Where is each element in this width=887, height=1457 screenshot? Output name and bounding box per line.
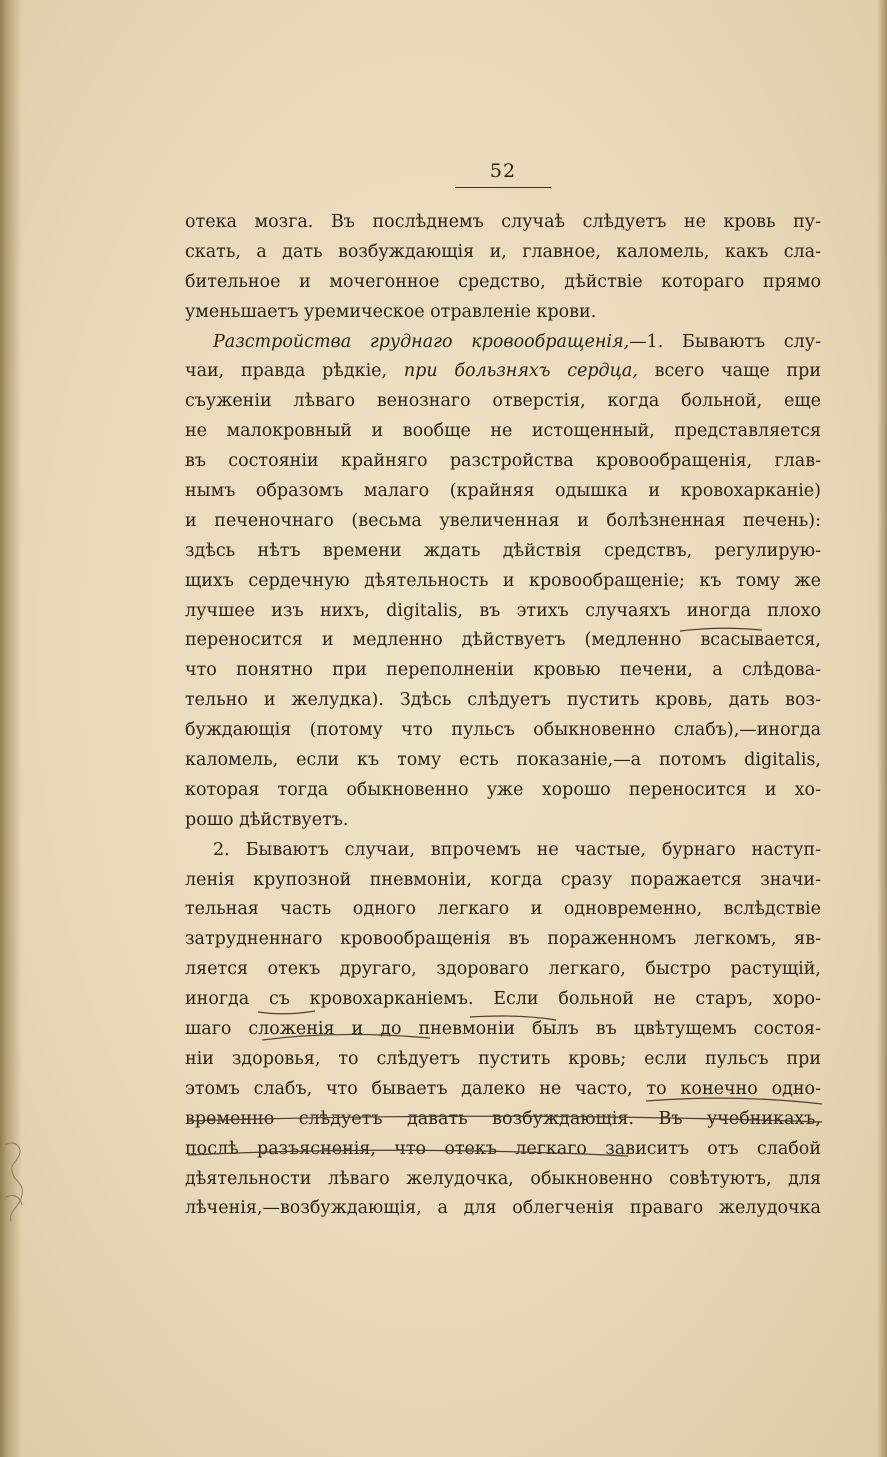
line-text: этомъ слабъ, что бываетъ далеко не часто, то конечно одно- [185, 1078, 821, 1099]
page-number-rule [455, 187, 551, 188]
text-line [185, 985, 821, 1015]
line-text: ляется отекъ другаго, здороваго легкаго, быстро растущій, [185, 959, 821, 980]
binding-shadow [0, 0, 22, 1457]
text-line [185, 507, 821, 537]
line-text: которая тогда обыкновенно уже хорошо переносится и хо- [185, 779, 821, 800]
text-line [185, 1135, 821, 1165]
text-line [185, 1194, 821, 1224]
text-line [185, 1045, 821, 1075]
text-line [185, 776, 821, 806]
text-line [185, 567, 821, 597]
line-text: въ состояніи крайняго разстройства кровообращенія, глав- [185, 451, 821, 472]
line-text: лучшее изъ нихъ, digitalis, въ этихъ случаяхъ иногда плохо [185, 600, 821, 621]
line-text: послѣ разъясненія, что отекъ легкаго зависитъ отъ слабой [185, 1138, 821, 1159]
text-line [185, 268, 821, 298]
line-text: ленія крупозной пневмоніи, когда сразу поражается значи- [185, 869, 821, 890]
text-line [185, 537, 821, 567]
line-text: не малокровный и вообще не истощенный, представляется [185, 421, 821, 442]
text-line [185, 746, 821, 776]
line-text: чаи, правда рѣдкіе, [185, 361, 388, 382]
line-text: что понятно при переполненіи кровью печени, а слѣдова- [185, 660, 821, 681]
line-text: и печеночнаго (весьма увеличенная и болѣзненная печень): [185, 510, 821, 531]
text-line [185, 328, 821, 358]
text-line [185, 208, 821, 238]
text-line [185, 836, 821, 866]
line-text: переносится и медленно дѣйствуетъ (медленно всасывается, [185, 630, 821, 651]
line-text: тельно и желудка). Здѣсь слѣдуетъ пустить кровь, дать воз- [185, 690, 821, 711]
text-line [185, 955, 821, 985]
line-text: всего чаще при [654, 361, 821, 382]
body-text [185, 208, 821, 1224]
line-text: дѣятельности лѣваго желудочка, обыкновенно совѣтуютъ, для [185, 1168, 821, 1189]
text-line [185, 597, 821, 627]
page-number: 52 [489, 160, 517, 182]
text-line [185, 238, 821, 268]
line-text: скать, а дать возбуждающія и, главное, каломель, какъ сла- [185, 241, 821, 262]
line-text: щихъ сердечную дѣятельность и кровообращеніе; къ тому же [185, 570, 821, 591]
text-line [185, 626, 821, 656]
line-text: временно слѣдуетъ давать возбуждающія. Въ учебникахъ, [185, 1108, 821, 1129]
line-text: иногда съ кровохарканіемъ. Если больной не старъ, хоро- [185, 989, 821, 1010]
line-text: лѣченія,—возбуждающія, а для облегченія праваго желудочка [185, 1198, 821, 1219]
line-text: уменьшаетъ уремическое отравленіе крови. [185, 301, 597, 322]
line-text: нымъ образомъ малаго (крайняя одышка и кровохарканіе) [185, 481, 821, 502]
text-line [185, 866, 821, 896]
line-text: тельная часть одного легкаго и одновременно, вслѣдствіе [185, 899, 821, 920]
text-line [185, 1165, 821, 1195]
text-line [185, 417, 821, 447]
text-line [185, 716, 821, 746]
text-line [185, 357, 821, 387]
text-line [185, 656, 821, 686]
line-text: съуженіи лѣваго венознаго отверстія, когда больной, еще [185, 391, 821, 412]
text-line [185, 806, 821, 836]
text-line [185, 387, 821, 417]
text-line [185, 1075, 821, 1105]
line-text: рошо дѣйствуетъ. [185, 809, 349, 830]
line-text: отека мозга. Въ послѣднемъ случаѣ слѣдуетъ не кровь пу- [185, 212, 821, 232]
line-text: шаго сложенія и до пневмоніи былъ въ цвѣтущемъ состоя- [185, 1019, 821, 1040]
line-text: каломель, если къ тому есть показаніе,—а потомъ digitalis, [185, 750, 821, 771]
line-text: ніи здоровья, то слѣдуетъ пустить кровь; если пульсъ при [185, 1048, 821, 1069]
line-text: затрудненнаго кровообращенія въ пораженномъ легкомъ, яв- [185, 929, 821, 950]
text-line [185, 298, 821, 328]
page-edge [877, 0, 887, 1457]
section-heading: Разстройства груднаго кровообращенія, [213, 331, 630, 352]
text-line [185, 447, 821, 477]
text-line [185, 686, 821, 716]
text-line [185, 925, 821, 955]
text-line [185, 895, 821, 925]
italic-phrase: при бользняхъ сердца, [403, 361, 638, 382]
line-text: буждающія (потому что пульсъ обыкновенно слабъ),—иногда [185, 720, 821, 741]
line-text: 2. Бываютъ случаи, впрочемъ не частые, бурнаго наступ- [213, 839, 821, 860]
line-text: —1. Бываютъ слу- [629, 331, 821, 352]
text-line [185, 477, 821, 507]
text-line [185, 1105, 821, 1135]
line-text: здѣсь нѣтъ времени ждать дѣйствія средствъ, регулирую- [185, 540, 821, 561]
line-text: бительное и мочегонное средство, дѣйствіе котораго прямо [185, 271, 821, 292]
text-line [185, 1015, 821, 1045]
